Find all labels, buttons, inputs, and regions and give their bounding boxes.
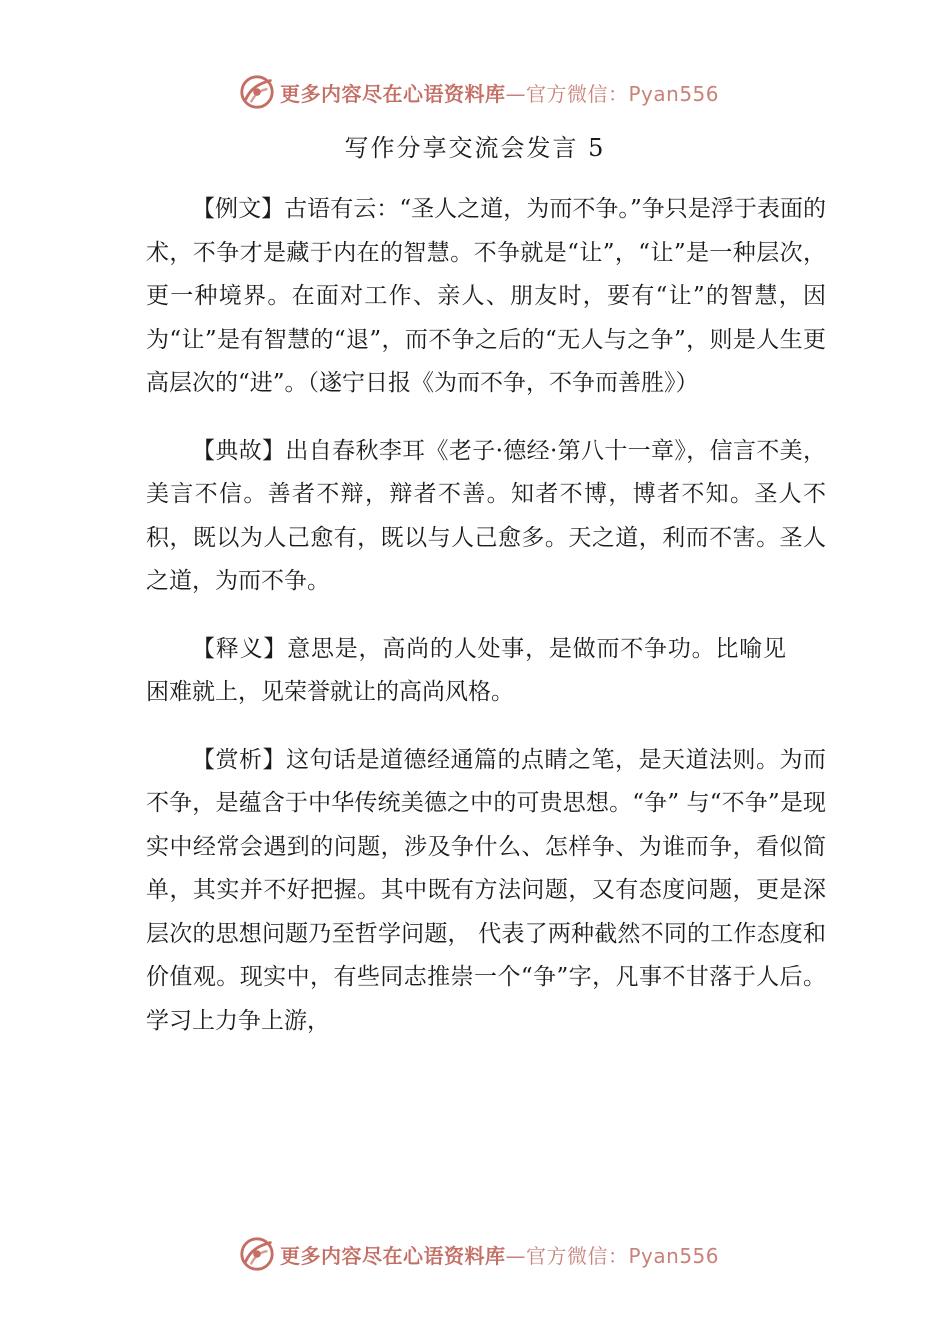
section-tag: 【释义】: [192, 635, 288, 662]
brand-logo-icon: [238, 73, 276, 111]
footer-banner: [0, 1232, 950, 1276]
section-allusion: [146, 430, 826, 604]
header-banner: [0, 70, 950, 114]
section-tag: 【赏析】: [192, 746, 286, 773]
section-appreciation: [146, 739, 826, 1044]
section-text: 出自春秋李耳《老子·德经·第八十一章》，信言不美，美言不信。善者不辩，辩者不善。知者不博，博者不知。圣人不积，既以为人己愈有，既以与人己愈多。天之道，利而不害。圣人之道，为而不争。: [146, 437, 827, 594]
document-title: 写作分享交流会发言 5: [344, 134, 606, 162]
section-tag: 【典故】: [192, 437, 286, 464]
section-text: 意思是，高尚的人处事，是做而不争功。比喻见困难就上，见荣誉就让的高尚风格。: [146, 635, 787, 705]
section-meaning: [146, 628, 786, 715]
section-tag: 【例文】: [192, 196, 285, 222]
section-text: 这句话是道德经通篇的点睛之笔，是天道法则。为而不争，是蕴含于中华传统美德之中的可贵思想。“争” 与“不争”是现实中经常会遇到的问题，涉及争什么、怎样争、为谁而争，看似简单，其实并不好把握。其中既有方法问题，又有态度问题，更是深层次的思想问题乃至哲学问题， 代表了两种截然不同的工作态度和价值观。现实中，有些同志推崇一个“争”字，凡事不甘落于人后。学习上力争上游，: [146, 746, 826, 1034]
banner-text: 更多内容尽在心语资料库—官方微信：Pyan556: [280, 81, 720, 106]
brand-logo-icon: [238, 1235, 276, 1273]
section-example: [146, 188, 826, 406]
banner-text: 更多内容尽在心语资料库—官方微信：Pyan556: [280, 1243, 720, 1268]
section-text: 古语有云：“圣人之道，为而不争。”争只是浮于表面的术，不争才是藏于内在的智慧。不争就是“让”，“让”是一种层次，更一种境界。在面对工作、亲人、朋友时，要有“让”的智慧，因为“让”是有智慧的“退”，而不争之后的“无人与之争”，则是人生更高层次的“进”。（遂宁日报《为而不争，不争而善胜》）: [146, 196, 826, 396]
document-body: [146, 188, 826, 1067]
